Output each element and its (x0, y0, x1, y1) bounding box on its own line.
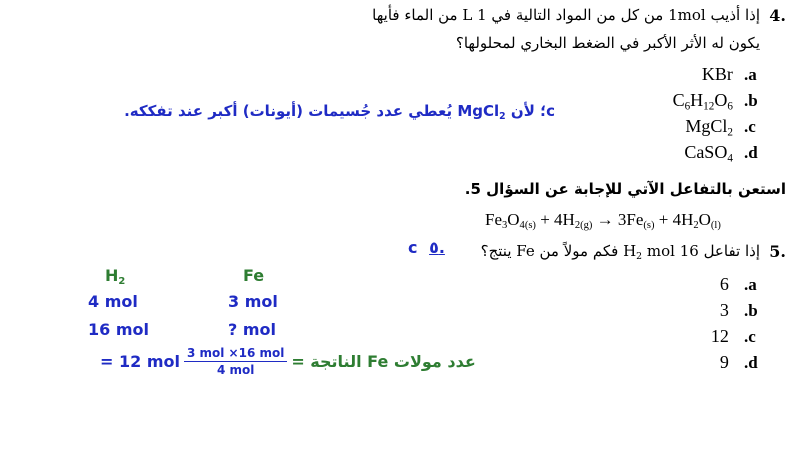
q5-option-c[interactable] (682, 326, 772, 347)
question-4-number: 4. (769, 6, 786, 25)
answer-4-letter: c (546, 102, 555, 120)
solution-header-h2: $H_2$ (105, 266, 126, 287)
question-4-answer (124, 102, 555, 122)
q5-option-b[interactable] (682, 300, 772, 321)
option-c-text: MgCl$_2$ (685, 116, 733, 139)
option-b-text: $C_6H_{12}O_6$ (672, 90, 733, 113)
answer-4-after: يُعطي عدد جُسيمات (أيونات) أكبر عند تفككه. (124, 102, 453, 120)
q5-option-a-text: 6 (719, 274, 729, 294)
answer-5-letter: c (408, 238, 418, 257)
answer-5-marker: ٥. (429, 238, 445, 257)
q5-option-c-letter: .c (744, 327, 756, 346)
option-c[interactable] (630, 116, 770, 138)
q5-option-d-text: 9 (719, 352, 729, 372)
option-d-text: CaSO$_4$ (684, 142, 733, 165)
question-4-line-2: يكون له الأثر الأكبر في الضغط البخاري لمحلولها؟ (455, 34, 760, 52)
q5-option-a-letter: .a (744, 275, 757, 294)
solution-result: = 12 mol (100, 352, 180, 371)
instruction-text: استعن بالتفاعل الآتي للإجابة عن السؤال 5. (464, 180, 786, 198)
q5-option-d[interactable] (682, 352, 772, 373)
solution-row2-h2: 16 mol (88, 320, 149, 339)
option-c-letter: .c (744, 117, 756, 136)
reaction-equation: $Fe_3O_{4(s)} + 4H_{2(g)} \to 3Fe_{(s)} + 4H_2O_{(l)}$ (485, 210, 721, 232)
solution-row2-fe: ? mol (228, 320, 276, 339)
answer-4-formula: MgCl$_2$ (457, 102, 506, 122)
option-a-letter: .a (744, 65, 757, 84)
q5-option-a[interactable] (682, 274, 772, 295)
option-d-letter: .d (744, 143, 758, 162)
question-5-number: 5. (769, 242, 786, 261)
solution-equation (100, 346, 476, 377)
option-b-letter: .b (744, 91, 758, 110)
q5-option-c-text: 12 (710, 326, 729, 346)
solution-header-fe: Fe (243, 266, 265, 285)
question-5-text: إذا تفاعل 16 mol $H_2$ فكم مولاً من Fe ينتج؟ (480, 242, 760, 262)
answer-4-before: ؛ لأن (510, 102, 547, 120)
question-4-line-1: إذا أذيب 1mol من كل من المواد التالية في L 1 من الماء فأيها (372, 6, 760, 24)
option-d[interactable] (630, 142, 770, 164)
fraction-numerator: 3 mol ×16 mol (184, 346, 287, 362)
solution-row1-h2: 4 mol (88, 292, 138, 311)
fraction-denominator: 4 mol (216, 363, 255, 377)
solution-fraction (184, 346, 287, 377)
option-a[interactable] (630, 64, 770, 85)
q5-option-b-letter: .b (744, 301, 758, 320)
solution-row1-fe: 3 mol (228, 292, 278, 311)
q5-option-d-letter: .d (744, 353, 758, 372)
option-a-text: KBr (701, 64, 733, 84)
option-b[interactable] (630, 90, 770, 112)
q5-option-b-text: 3 (719, 300, 729, 320)
solution-label: عدد مولات Fe الناتجة = (291, 352, 476, 371)
question-5-answer (408, 238, 445, 257)
